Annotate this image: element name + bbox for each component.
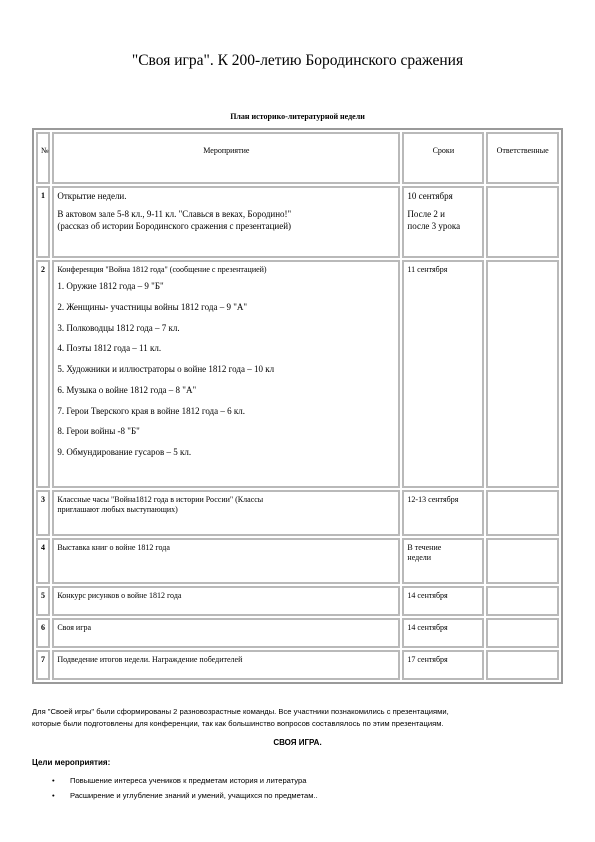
row-responsible: [486, 538, 559, 584]
row-number: 6: [36, 618, 50, 648]
row-dates: [402, 260, 484, 488]
date-line: 17 сентября: [407, 655, 448, 664]
event-line: Выставка книг о войне 1812 года: [57, 543, 170, 552]
bullet-icon: •: [52, 776, 55, 785]
row-event: [52, 618, 400, 648]
table-row: [36, 586, 559, 616]
row-dates: [402, 618, 484, 648]
row-responsible: [486, 260, 559, 488]
row-event: [52, 186, 400, 258]
plan-table: [32, 128, 563, 684]
goal-text: Повышение интереса учеников к предметам история и литература: [70, 776, 307, 785]
document-title: "Своя игра". К 200-летию Бородинского сражения: [131, 52, 464, 69]
list-item: 8. Герои войны -8 "Б": [57, 426, 140, 437]
row-responsible: [486, 618, 559, 648]
row-number: 1: [36, 186, 50, 258]
row-number: 7: [36, 650, 50, 680]
plan-subtitle: План историко-литературной недели: [230, 112, 365, 121]
table-row: [36, 650, 559, 680]
row-dates: [402, 586, 484, 616]
event-line: Конференция "Война 1812 года" (сообщение с презентацией): [57, 265, 267, 274]
list-item: 1. Оружие 1812 года – 9 "Б": [57, 281, 164, 291]
table-row: [36, 618, 559, 648]
date-line: В течение: [407, 543, 442, 552]
row-event: [52, 490, 400, 536]
list-item: 6. Музыка о войне 1812 года – 8 "А": [57, 384, 197, 395]
event-line: (рассказ об истории Бородинского сражения с презентацией): [57, 220, 292, 231]
date-line: 12-13 сентября: [407, 495, 459, 504]
list-item: 2. Женщины- участницы войны 1812 года – 9 "А": [57, 301, 248, 312]
header-event: Мероприятие: [52, 132, 400, 184]
game-heading: СВОЯ ИГРА.: [273, 738, 322, 747]
row-responsible: [486, 490, 559, 536]
header-responsible: Ответственные: [486, 132, 559, 184]
table-row: [36, 490, 559, 536]
date-line: недели: [407, 553, 432, 562]
row-responsible: [486, 186, 559, 258]
list-item: 5. Художники и иллюстраторы о войне 1812 года – 10 кл: [57, 364, 275, 374]
event-line: В актовом зале 5-8 кл., 9-11 кл. "Славься в веках, Бородино!": [57, 209, 292, 220]
list-item: 7. Герои Тверского края в войне 1812 года – 6 кл.: [57, 405, 245, 416]
row-event: [52, 538, 400, 584]
row-number: 4: [36, 538, 50, 584]
paragraph-line: Для "Своей игры" были сформированы 2 разновозрастные команды. Все участники познакомились с презентациями,: [32, 707, 449, 716]
header-num: №: [36, 132, 50, 184]
row-dates: [402, 186, 484, 258]
list-item: 4. Поэты 1812 года – 11 кл.: [57, 343, 162, 354]
paragraph-line: которые были подготовлены для конференции, так как большинство вопросов составлялось по этим презентациям.: [32, 719, 444, 728]
event-line: Своя игра: [57, 623, 92, 632]
row-number: 3: [36, 490, 50, 536]
list-item: [52, 791, 318, 800]
row-dates: [402, 490, 484, 536]
date-line: после 3 урока: [407, 220, 461, 231]
table-row: [36, 260, 559, 488]
row-number: 2: [36, 260, 50, 488]
row-dates: [402, 538, 484, 584]
row-responsible: [486, 586, 559, 616]
table-row: [36, 186, 559, 258]
event-line: приглашают любых выступающих): [57, 505, 178, 514]
goals-list: [52, 776, 318, 806]
intro-paragraph: [32, 706, 563, 730]
row-event: [52, 586, 400, 616]
event-line: Конкурс рисунков о войне 1812 года: [57, 591, 182, 600]
date-line: 14 сентября: [407, 591, 448, 600]
row-event: [52, 260, 400, 488]
date-line: 10 сентября: [407, 191, 453, 201]
row-event: [52, 650, 400, 680]
conference-topics: [57, 281, 395, 458]
event-line: Подведение итогов недели. Награждение победителей: [57, 655, 243, 664]
table-row: [36, 538, 559, 584]
table-header-row: [36, 132, 559, 184]
row-dates: [402, 650, 484, 680]
row-number: 5: [36, 586, 50, 616]
goal-text: Расширение и углубление знаний и умений, учащихся по предметам..: [70, 791, 318, 800]
event-line: Классные часы "Война1812 года в истории России" (Классы: [57, 495, 264, 504]
date-line: 14 сентября: [407, 623, 448, 632]
date-line: После 2 и: [407, 209, 445, 220]
list-item: 3. Полководцы 1812 года – 7 кл.: [57, 322, 180, 333]
header-dates: Сроки: [402, 132, 484, 184]
row-responsible: [486, 650, 559, 680]
event-line: Открытие недели.: [57, 191, 127, 201]
date-line: 11 сентября: [407, 265, 448, 274]
goals-heading: Цели мероприятия:: [32, 758, 111, 767]
list-item: 9. Обмундирование гусаров – 5 кл.: [57, 447, 192, 457]
list-item: [52, 776, 318, 785]
bullet-icon: •: [52, 791, 55, 800]
